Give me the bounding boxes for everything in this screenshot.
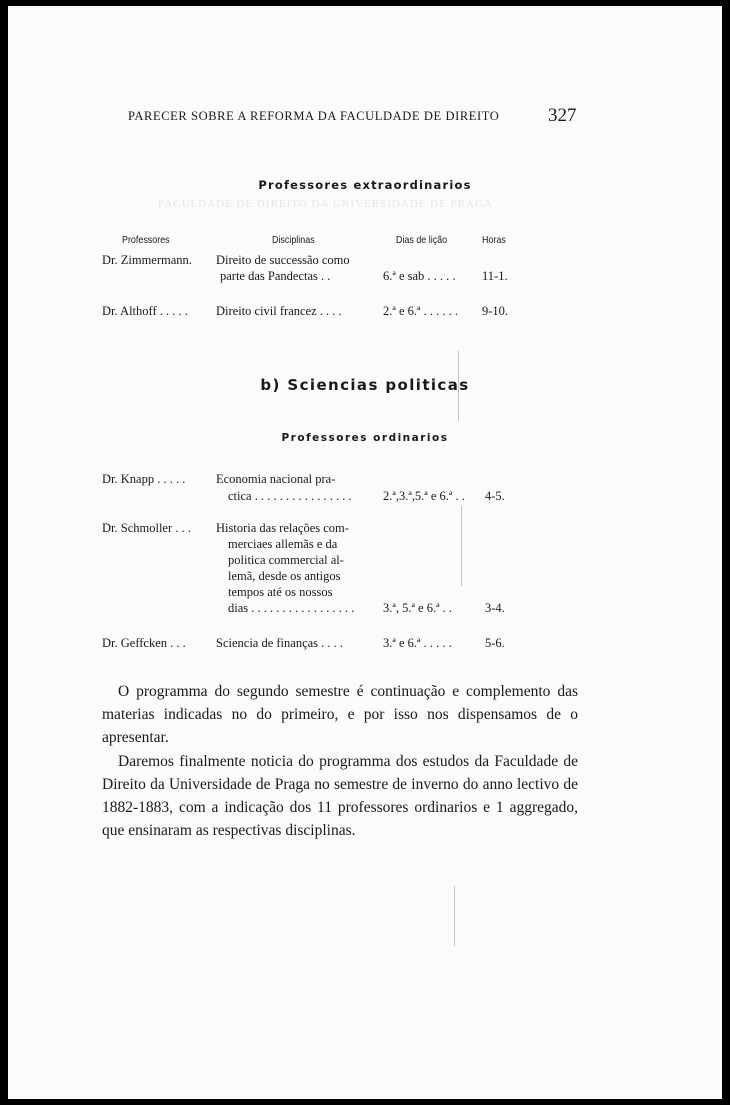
column-head-horas: Horas — [482, 234, 506, 246]
show-through-text: · · · · · · · · · · · · · · · · · · · · — [158, 866, 323, 878]
lesson-hours: 4-5. — [485, 489, 505, 503]
lesson-hours: 3-4. — [485, 601, 505, 615]
discipline-line: Economia nacional pra- — [216, 472, 336, 486]
discipline-line: tempos até os nossos — [228, 585, 333, 599]
show-through-line — [454, 886, 455, 946]
column-head-professores: Professores — [122, 234, 170, 246]
column-head-disciplinas: Disciplinas — [272, 234, 315, 246]
lesson-hours: 5-6. — [485, 636, 505, 650]
show-through-text: FACULDADE DE DIREITO DA UNIVERSIDADE DE PRAGA — [158, 198, 493, 210]
lesson-days: 3.ª, 5.ª e 6.ª . . — [383, 601, 453, 615]
discipline-line: Direito civil francez . . . . — [216, 304, 342, 318]
lesson-days: 2.ª,3.ª,5.ª e 6.ª . . — [383, 489, 465, 503]
book-page — [8, 6, 722, 1099]
lesson-days: 3.ª e 6.ª . . . . . — [383, 636, 452, 650]
lesson-days: 2.ª e 6.ª . . . . . . — [383, 304, 458, 318]
discipline-line: Historia das relações com- — [216, 521, 349, 535]
body-paragraph: O programma do segundo semestre é continuação e complemento das materias indicadas no do primeiro, e por isso nos dispensamos de o apresentar. — [102, 683, 578, 746]
page-number: 327 — [548, 105, 577, 126]
lesson-hours: 9-10. — [482, 304, 509, 318]
professor-name: Dr. Knapp . . . . . — [102, 472, 186, 486]
professor-name: Dr. Zimmermann. — [102, 253, 192, 267]
professor-name: Dr. Althoff . . . . . — [102, 304, 188, 318]
discipline-line: Sciencia de finanças . . . . — [216, 636, 344, 650]
professor-name: Dr. Geffcken . . . — [102, 636, 186, 650]
discipline-line: Direito de successão como — [216, 253, 350, 267]
subsection-heading-ordinarios: Professores ordinarios — [281, 432, 449, 444]
show-through-text: · · · · · · · · · · · · · · · · · · · · · · — [158, 904, 340, 916]
professor-name: Dr. Schmoller . . . — [102, 521, 191, 535]
show-through-text: · · · · · · · · · · · · · · · · · · — [158, 936, 306, 948]
show-through-text: · · · · · · · · · · · · · · · · · · · · · · · — [158, 352, 348, 364]
discipline-line: politica commercial al- — [228, 553, 344, 567]
section-heading-sciencias-politicas: b) Sciencias politicas — [260, 376, 470, 394]
body-paragraph: Daremos finalmente noticia do programma dos estudos da Faculdade de Direito da Universidade de Praga no semestre de inverno do anno lectivo de 1882-1883, com a indicação dos 11 professores ordinarios e 1 aggregado, que ensinaram as respectivas disciplinas. — [102, 753, 578, 839]
discipline-line: dias . . . . . . . . . . . . . . . . . — [228, 601, 355, 615]
discipline-line: merciaes allemãs e da — [228, 537, 338, 551]
lesson-days: 6.ª e sab . . . . . — [383, 269, 456, 283]
discipline-line: parte das Pandectas . . — [220, 269, 331, 283]
running-header: PARECER SOBRE A REFORMA DA FACULDADE DE DIREITO — [128, 109, 500, 123]
section-heading-extraordinarios: Professores extraordinarios — [258, 178, 472, 192]
show-through-line — [461, 506, 462, 586]
discipline-line: lemã, desde os antigos — [228, 569, 341, 583]
lesson-hours: 11-1. — [482, 269, 508, 283]
column-head-dias: Dias de lição — [396, 234, 448, 246]
show-through-text: · · · · · · · · · · · · · · · · · — [158, 408, 298, 420]
discipline-line: ctica . . . . . . . . . . . . . . . . — [228, 489, 352, 503]
show-through-text: · · · · · · · · · · · · · · · · · · · · · · · · · — [158, 328, 365, 340]
